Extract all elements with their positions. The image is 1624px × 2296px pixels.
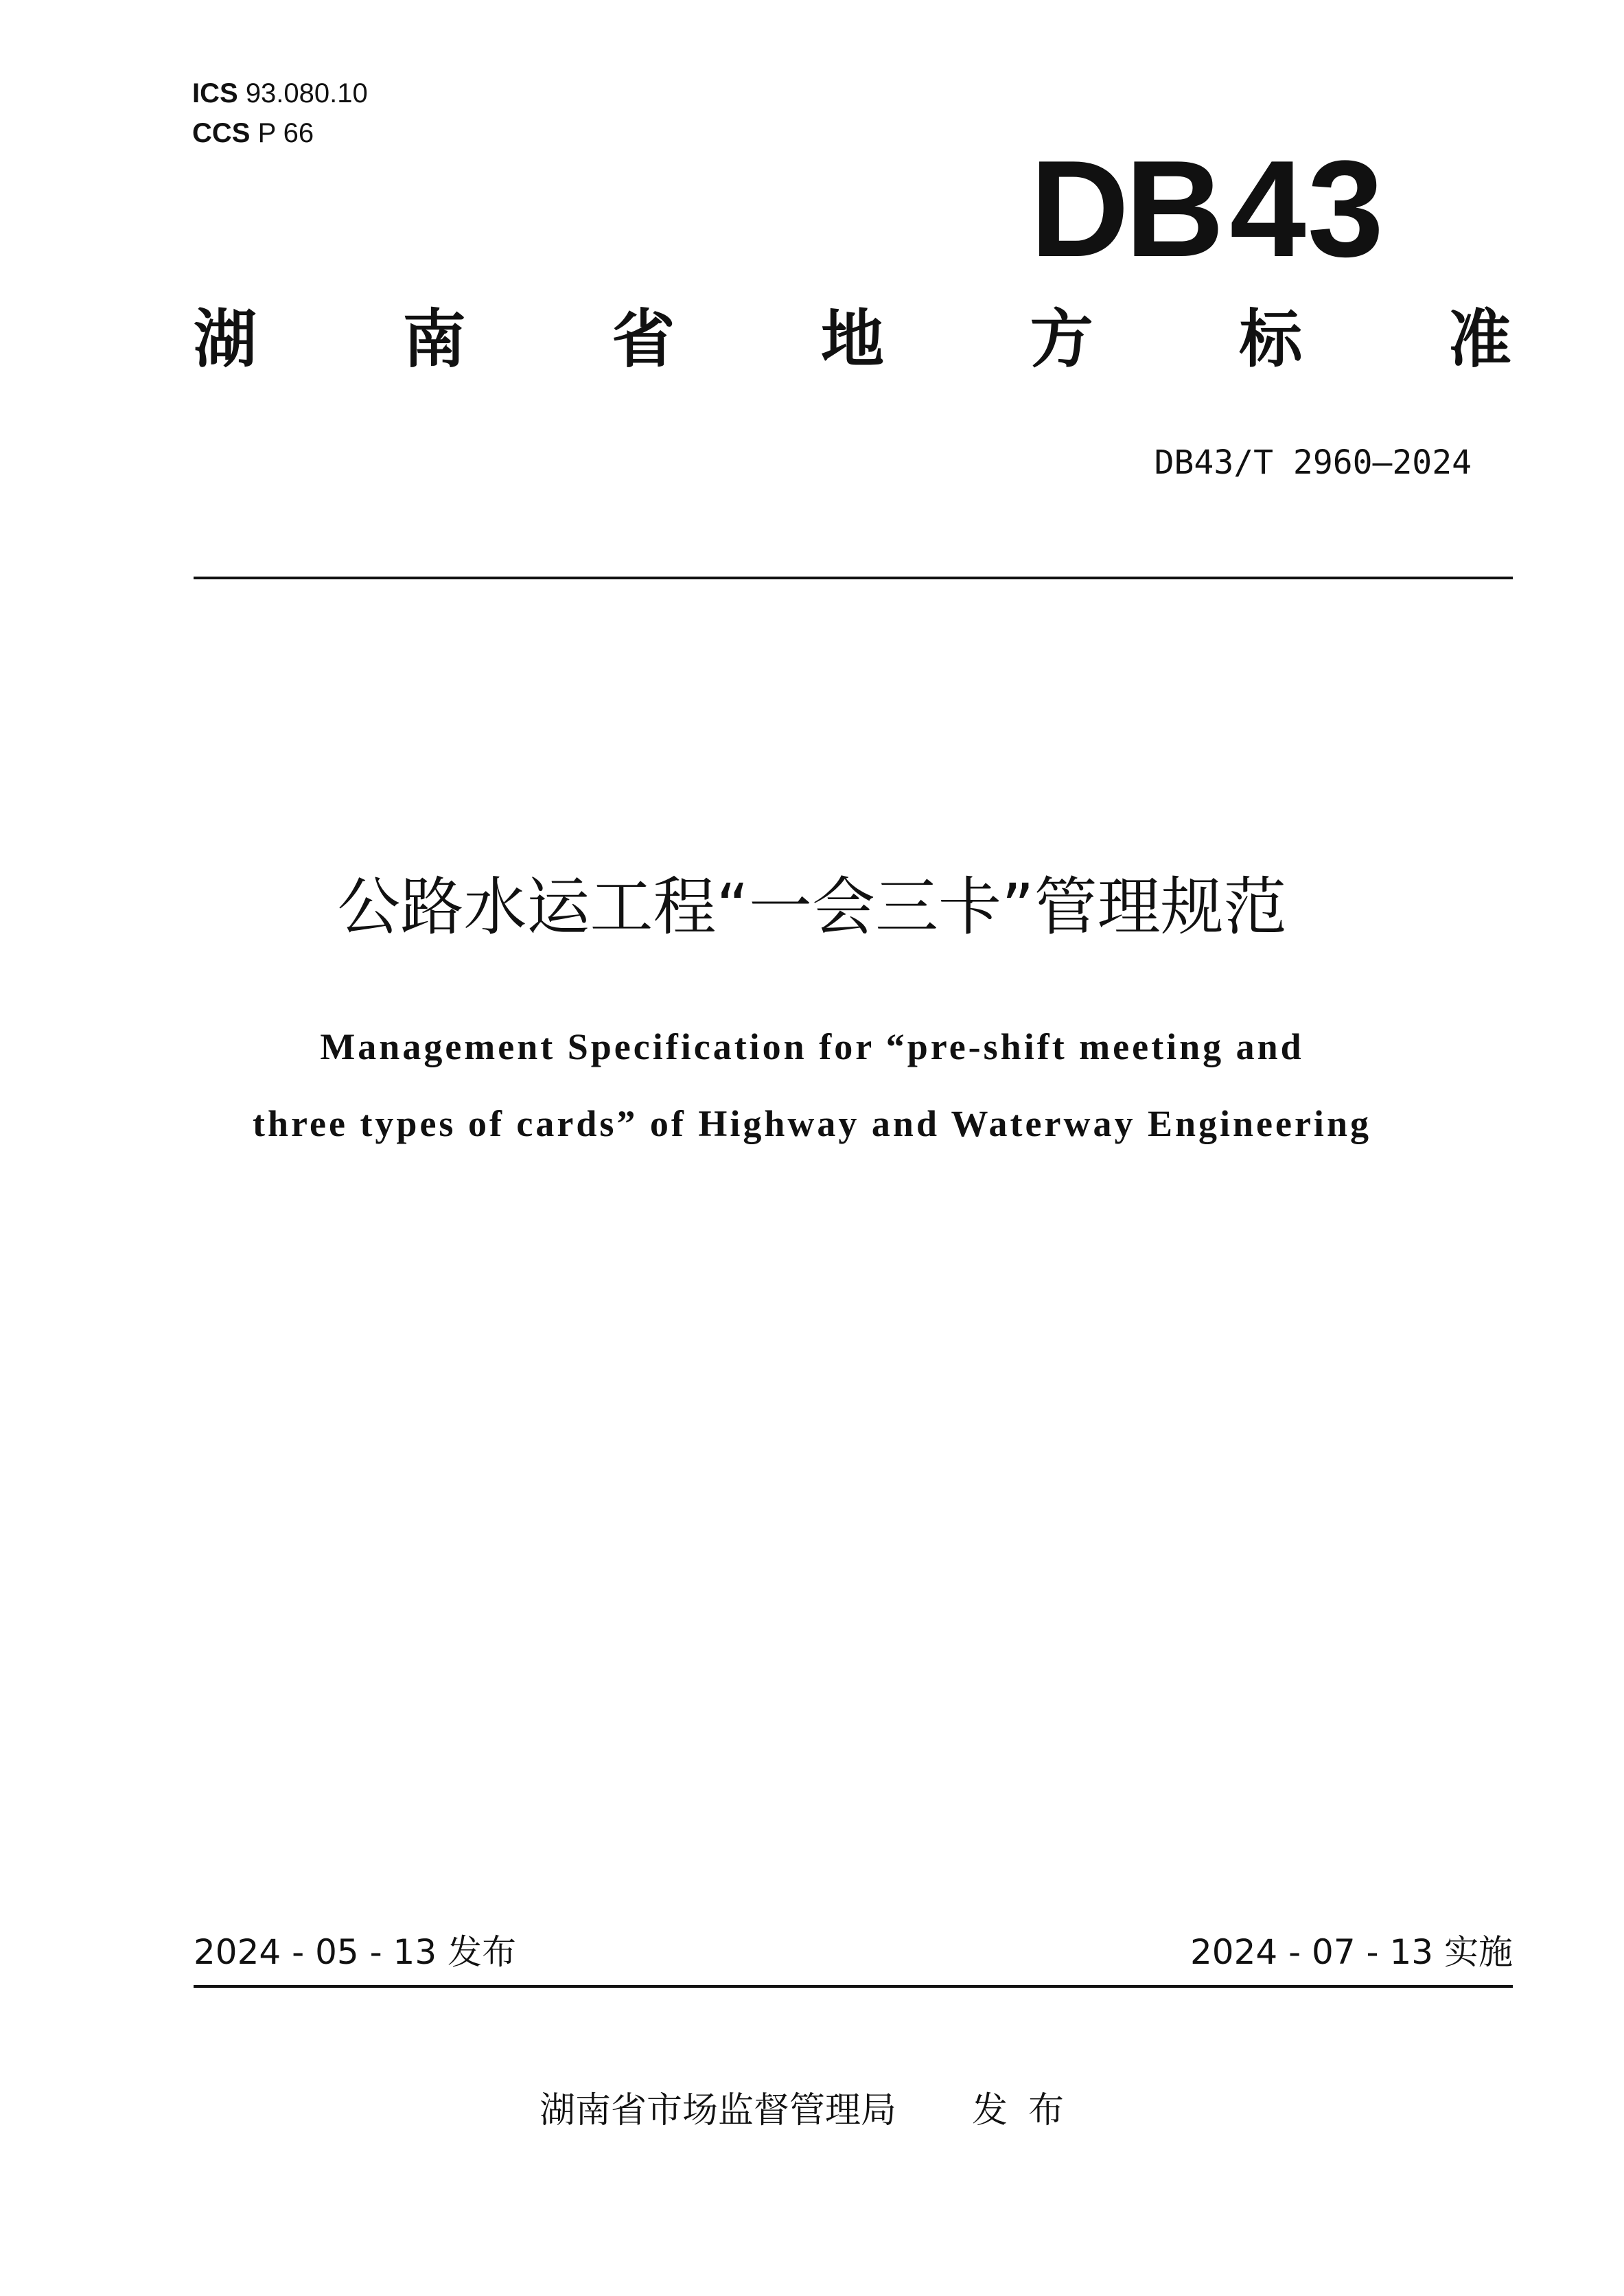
standard-type-char: 地 xyxy=(820,303,884,376)
bottom-divider xyxy=(194,1985,1513,1988)
ccs-value: P 66 xyxy=(257,118,314,148)
ccs-code xyxy=(192,117,314,150)
standard-type-title xyxy=(194,302,1511,378)
implementation-date: 2024 - 07 - 13 实施 xyxy=(1190,1932,1513,1972)
db-logo xyxy=(1030,132,1385,286)
standard-type-char: 标 xyxy=(1239,303,1303,376)
standard-type-char: 湖 xyxy=(194,303,257,376)
db-logo-prefix: DB xyxy=(1030,132,1220,286)
english-title-line-2: three types of cards” of Highway and Waterway Engineering xyxy=(253,1103,1371,1144)
ics-label: ICS xyxy=(192,78,238,108)
ccs-label: CCS xyxy=(192,118,251,148)
release-date: 2024 - 05 - 13 发布 xyxy=(194,1932,517,1972)
standard-type-char: 南 xyxy=(402,303,466,376)
issuer-name: 湖南省市场监督管理局 xyxy=(539,2090,896,2131)
issuing-authority xyxy=(0,2087,1624,2135)
ics-value: 93.080.10 xyxy=(245,78,368,108)
ics-code xyxy=(192,77,368,110)
standard-type-char: 方 xyxy=(1030,303,1093,376)
issuer-action: 发布 xyxy=(972,2090,1085,2131)
standard-type-char: 省 xyxy=(612,303,675,376)
top-divider xyxy=(194,577,1513,579)
chinese-title: 公路水运工程“一会三卡”管理规范 xyxy=(337,870,1287,944)
english-title-line-1: Management Specification for “pre-shift meeting and xyxy=(320,1026,1304,1067)
standard-type-char: 准 xyxy=(1448,303,1511,376)
db-logo-number: 43 xyxy=(1229,132,1385,286)
standard-number: DB43/T 2960—2024 xyxy=(1154,443,1472,482)
